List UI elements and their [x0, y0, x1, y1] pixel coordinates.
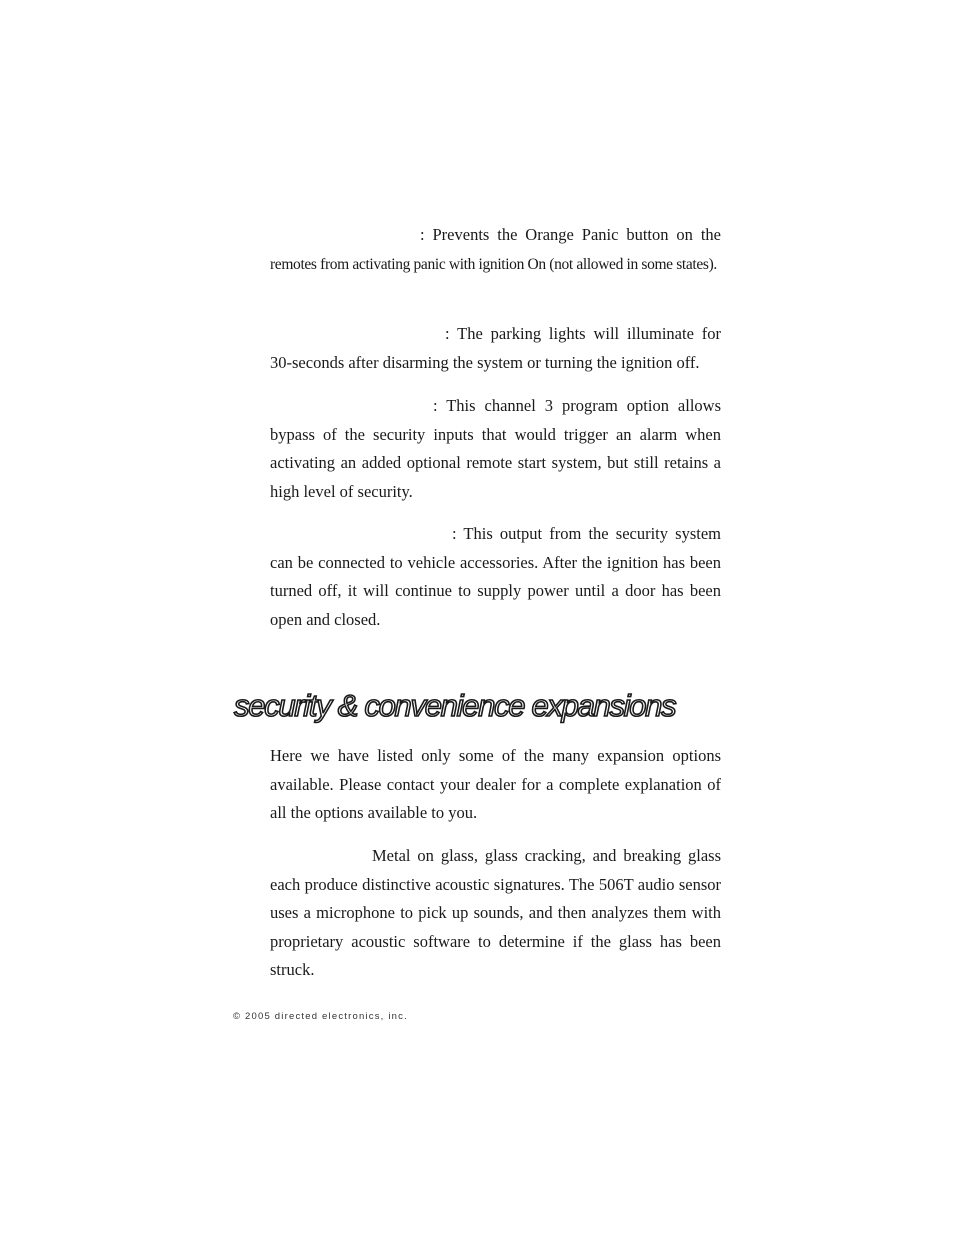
panic-option-text-rest: remotes from activating panic with ignition On (not allowed in some states).	[270, 255, 717, 273]
parking-lights-paragraph	[270, 320, 721, 377]
section-heading: security & convenience expansions	[234, 688, 676, 723]
parking-lights-text: : The parking lights will illuminate for 30-seconds after disarming the system or turning the ignition off.	[270, 324, 721, 372]
glass-sensor-text: Metal on glass, glass cracking, and breaking glass each produce distinctive acoustic signatures. The 506T audio sensor uses a microphone to pick up sounds, and then analyzes them with proprietary acoustic software to determine if the glass has been struck.	[270, 846, 721, 979]
glass-sensor-paragraph	[270, 842, 721, 985]
accessory-output-text: : This output from the security system can be connected to vehicle accessories. After the ignition has been turned off, it will continue to supply power until a door has been open and closed.	[270, 524, 721, 629]
expansions-intro-paragraph: Here we have listed only some of the many expansion options available. Please contact your dealer for a complete explanation of all the options available to you.	[270, 746, 721, 822]
remote-start-bypass-paragraph	[270, 392, 721, 506]
accessory-output-paragraph	[270, 520, 721, 634]
panic-option-text-line1: : Prevents the Orange Panic button on the	[420, 225, 721, 244]
copyright-footer: © 2005 directed electronics, inc.	[233, 1011, 408, 1022]
remote-start-bypass-text: : This channel 3 program option allows bypass of the security inputs that would trigger an alarm when activating an added optional remote start system, but still retains a high level of security.	[270, 396, 721, 501]
panic-option-paragraph	[270, 221, 721, 279]
